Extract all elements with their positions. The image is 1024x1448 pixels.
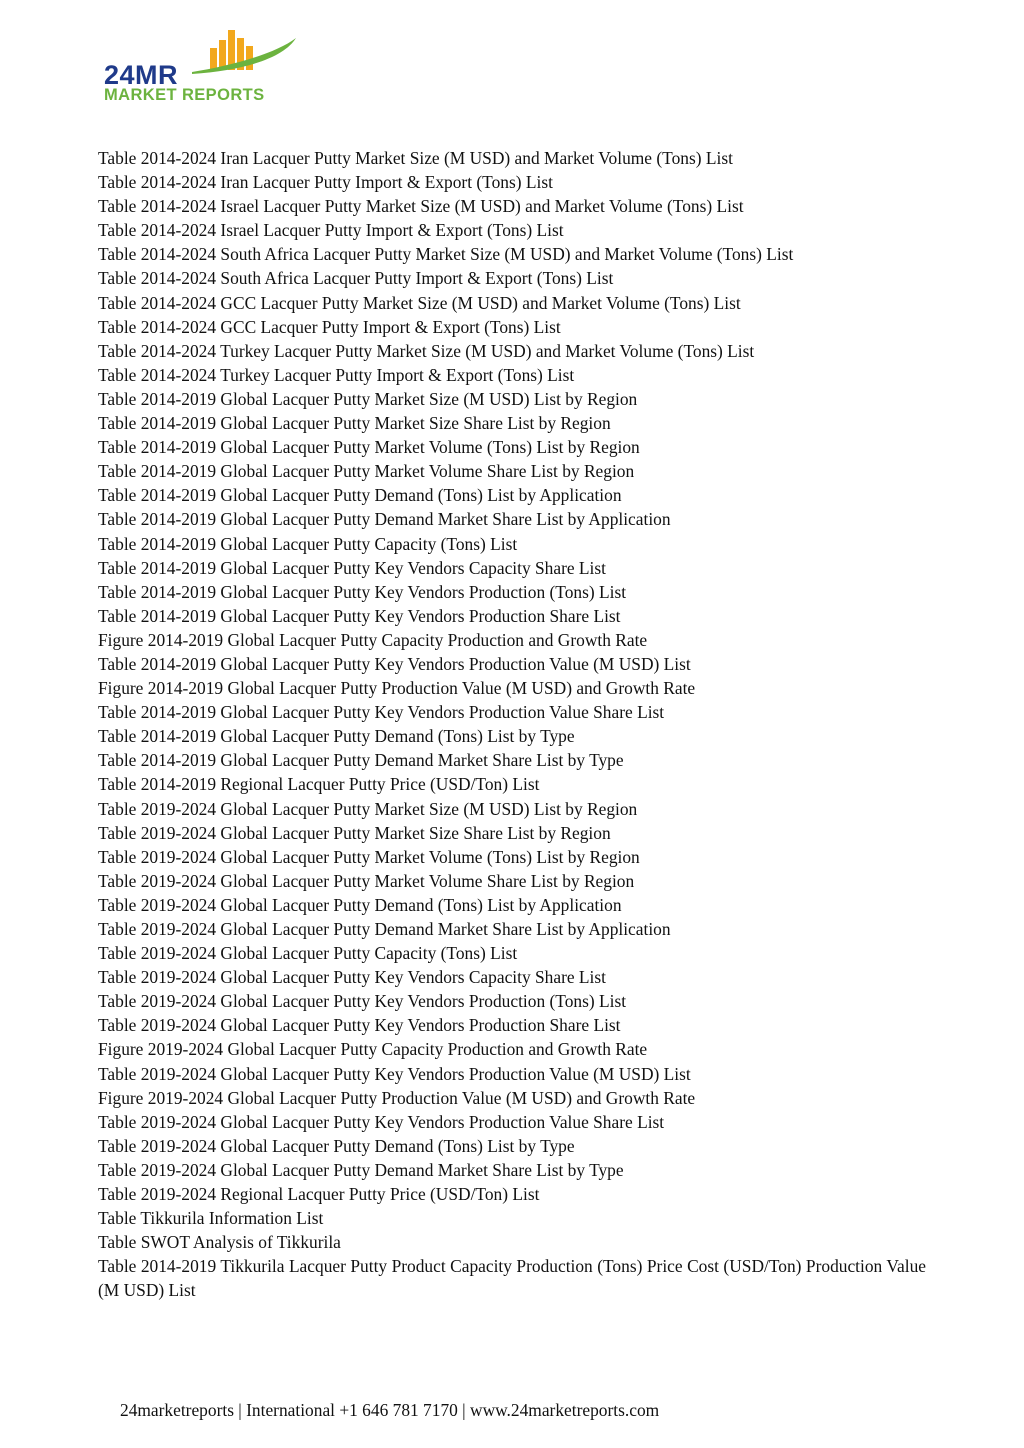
- list-item: Table 2014-2019 Global Lacquer Putty Market Size Share List by Region: [98, 413, 611, 434]
- list-item: Table 2014-2024 Iran Lacquer Putty Market Size (M USD) and Market Volume (Tons) List: [98, 148, 733, 168]
- footer-contact-text: 24marketreports | International +1 646 781 7170 | www.24marketreports.com: [120, 1400, 660, 1420]
- list-item: Table 2014-2024 Israel Lacquer Putty Market Size (M USD) and Market Volume (Tons) List: [98, 196, 744, 217]
- list-item: Table 2019-2024 Global Lacquer Putty Demand Market Share List by Application: [98, 919, 671, 939]
- list-item: Table 2019-2024 Global Lacquer Putty Market Volume Share List by Region: [98, 870, 635, 891]
- list-of-tables: [98, 146, 926, 1303]
- list-item: Table 2019-2024 Global Lacquer Putty Key Vendors Capacity Share List: [98, 967, 606, 988]
- list-item: Table 2014-2019 Global Lacquer Putty Key Vendors Production (Tons) List: [98, 581, 627, 602]
- logo-text-24mr: 24MR: [104, 60, 179, 90]
- logo-text-market-reports: MARKET REPORTS: [104, 86, 265, 104]
- list-item: Table 2019-2024 Global Lacquer Putty Capacity (Tons) List: [98, 943, 518, 964]
- list-item: Table 2014-2024 GCC Lacquer Putty Import & Export (Tons) List: [98, 316, 561, 337]
- list-item: Table 2014-2024 Israel Lacquer Putty Import & Export (Tons) List: [98, 220, 564, 241]
- list-item: Table 2014-2019 Global Lacquer Putty Key Vendors Production Value Share List: [98, 702, 665, 723]
- list-item: Table 2019-2024 Global Lacquer Putty Market Volume (Tons) List by Region: [98, 846, 640, 867]
- list-item: Table 2014-2019 Global Lacquer Putty Demand Market Share List by Type: [98, 750, 624, 771]
- list-item: Table 2014-2024 GCC Lacquer Putty Market Size (M USD) and Market Volume (Tons) List: [98, 292, 741, 313]
- list-item: Table 2014-2019 Global Lacquer Putty Key Vendors Production Share List: [98, 605, 621, 626]
- list-item: Figure 2019-2024 Global Lacquer Putty Capacity Production and Growth Rate: [98, 1039, 648, 1060]
- list-item: Table Tikkurila Information List: [98, 1208, 324, 1229]
- list-item-multiline: Table 2014-2019 Tikkurila Lacquer Putty Product Capacity Production (Tons) Price Cost (USD/Ton) Production Value (M USD) List: [98, 1256, 926, 1301]
- list-item: Table 2014-2019 Global Lacquer Putty Market Volume Share List by Region: [98, 461, 635, 482]
- list-item: Table 2014-2019 Global Lacquer Putty Capacity (Tons) List: [98, 533, 518, 554]
- list-item: Figure 2014-2019 Global Lacquer Putty Capacity Production and Growth Rate: [98, 629, 648, 650]
- list-item: Table 2014-2019 Global Lacquer Putty Key Vendors Capacity Share List: [98, 557, 606, 578]
- list-item: Table 2019-2024 Regional Lacquer Putty Price (USD/Ton) List: [98, 1184, 540, 1205]
- list-item: Table 2014-2019 Global Lacquer Putty Key Vendors Production Value (M USD) List: [98, 653, 691, 674]
- list-item: Table 2019-2024 Global Lacquer Putty Key Vendors Production Value (M USD) List: [98, 1063, 691, 1084]
- list-item: Table 2014-2019 Global Lacquer Putty Demand Market Share List by Application: [98, 509, 671, 530]
- list-item: Table 2019-2024 Global Lacquer Putty Market Size Share List by Region: [98, 822, 611, 843]
- list-item: Table 2019-2024 Global Lacquer Putty Demand Market Share List by Type: [98, 1159, 624, 1180]
- list-item: Table 2014-2019 Regional Lacquer Putty Price (USD/Ton) List: [98, 774, 540, 795]
- list-item: Table 2019-2024 Global Lacquer Putty Demand (Tons) List by Application: [98, 894, 622, 915]
- list-item: Figure 2014-2019 Global Lacquer Putty Production Value (M USD) and Growth Rate: [98, 678, 696, 699]
- list-item: Table 2019-2024 Global Lacquer Putty Key Vendors Production Value Share List: [98, 1111, 665, 1132]
- list-item: Table 2014-2019 Global Lacquer Putty Demand (Tons) List by Application: [98, 485, 622, 506]
- list-item: Table 2014-2024 Iran Lacquer Putty Import & Export (Tons) List: [98, 172, 553, 193]
- list-item: Figure 2019-2024 Global Lacquer Putty Production Value (M USD) and Growth Rate: [98, 1087, 696, 1108]
- list-item: Table 2014-2019 Global Lacquer Putty Market Size (M USD) List by Region: [98, 388, 638, 409]
- list-item: Table 2014-2024 Turkey Lacquer Putty Import & Export (Tons) List: [98, 364, 575, 385]
- list-item: Table SWOT Analysis of Tikkurila: [98, 1232, 341, 1253]
- list-item: Table 2019-2024 Global Lacquer Putty Key Vendors Production (Tons) List: [98, 991, 627, 1012]
- list-item: Table 2014-2024 South Africa Lacquer Putty Import & Export (Tons) List: [98, 268, 614, 289]
- list-item: Table 2019-2024 Global Lacquer Putty Demand (Tons) List by Type: [98, 1135, 575, 1156]
- list-item: Table 2019-2024 Global Lacquer Putty Market Size (M USD) List by Region: [98, 798, 638, 819]
- list-item: Table 2014-2024 Turkey Lacquer Putty Market Size (M USD) and Market Volume (Tons) List: [98, 340, 755, 361]
- list-item: Table 2019-2024 Global Lacquer Putty Key Vendors Production Share List: [98, 1015, 621, 1036]
- list-item: Table 2014-2019 Global Lacquer Putty Market Volume (Tons) List by Region: [98, 437, 640, 458]
- list-item: Table 2014-2024 South Africa Lacquer Putty Market Size (M USD) and Market Volume (Tons) List: [98, 244, 794, 265]
- list-item: Table 2014-2019 Global Lacquer Putty Demand (Tons) List by Type: [98, 726, 575, 747]
- company-logo: [100, 26, 310, 112]
